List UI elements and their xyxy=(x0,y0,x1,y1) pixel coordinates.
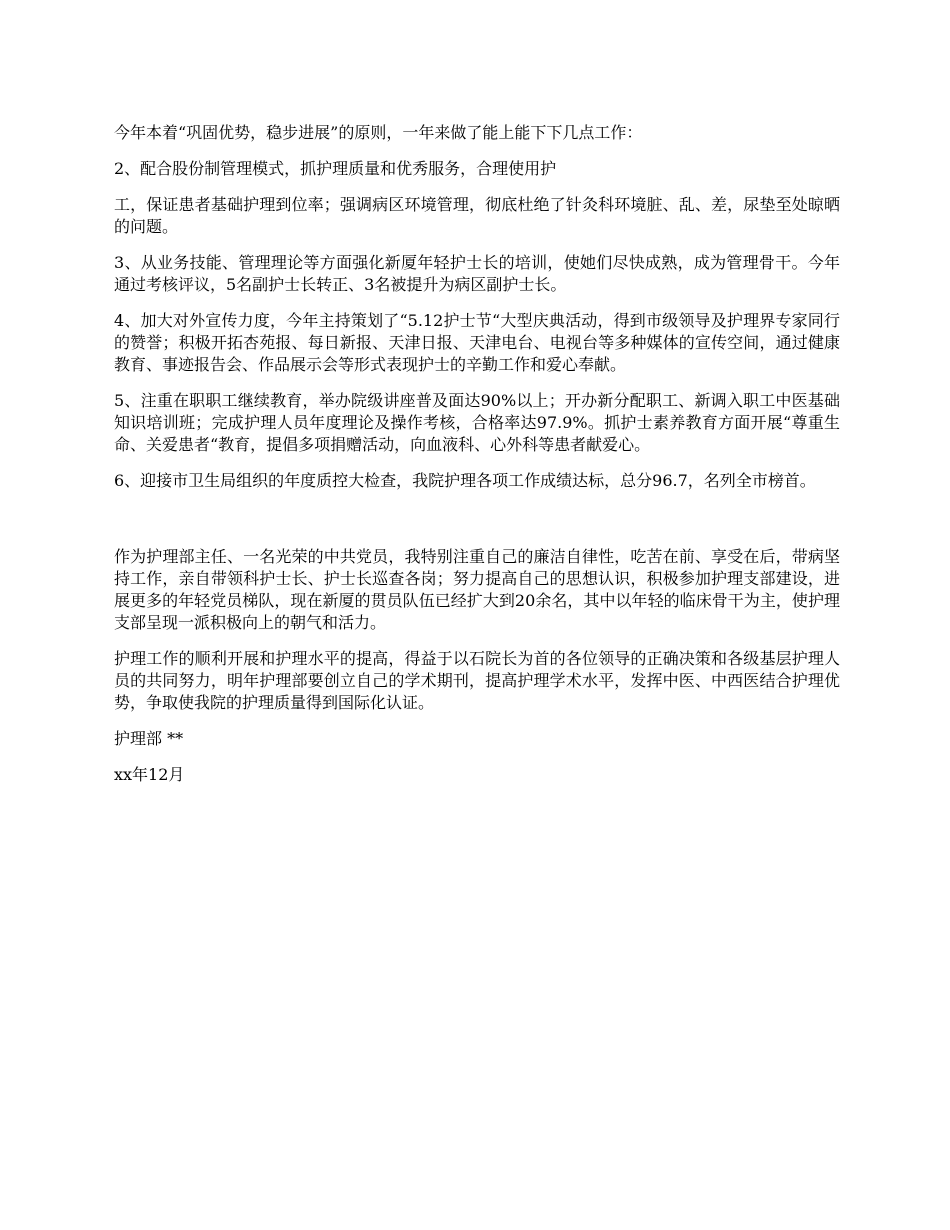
paragraph-party-work: 作为护理部主任、一名光荣的中共党员，我特别注重自己的廉洁自律性，吃苦在前、享受在后，带病坚持工作，亲自带领科护士长、护士长巡查各岗；努力提高自己的思想认识，积极参加护理支部建设，进展更多的年轻党员梯队，现在新厦的贯员队伍已经扩大到20余名，其中以年轻的临床骨干为主，使护理支部呈现一派积极向上的朝气和活力。 xyxy=(114,547,840,632)
paragraph-intro: 今年本着“巩固优势，稳步进展”的原则，一年来做了能上能下下几点工作： xyxy=(114,123,643,142)
signature-department: 护理部 ** xyxy=(114,729,184,748)
paragraph-item-2-continued: 工，保证患者基础护理到位率；强调病区环境管理，彻底杜绝了针灸科环境脏、乱、差，尿垫至处晾晒的问题。 xyxy=(114,195,840,236)
paragraph-item-2: 2、配合股份制管理模式，抓护理质量和优秀服务，合理使用护 xyxy=(114,159,557,178)
paragraph-item-3: 3、从业务技能、管理理论等方面强化新厦年轻护士长的培训，使她们尽快成熟，成为管理骨干。今年通过考核评议，5名副护士长转正、3名被提升为病区副护士长。 xyxy=(114,253,840,294)
paragraph-next-year: 护理工作的顺利开展和护理水平的提高，得益于以石院长为首的各位领导的正确决策和各级基层护理人员的共同努力，明年护理部要创立自己的学术期刊，提高护理学术水平，发挥中医、中西医结合护理优势，争取使我院的护理质量得到国际化认证。 xyxy=(114,649,840,712)
paragraph-item-4: 4、加大对外宣传力度，今年主持策划了“5.12护士节“大型庆典活动，得到市级领导及护理界专家同行的赞誉；积极开拓杏苑报、每日新报、天津日报、天津电台、电视台等多种媒体的宣传空间，通过健康教育、事迹报告会、作品展示会等形式表现护士的辛勤工作和爱心奉献。 xyxy=(114,311,840,374)
section-gap xyxy=(114,506,840,546)
signature-date: xx年12月 xyxy=(114,765,185,784)
paragraph-item-6: 6、迎接市卫生局组织的年度质控大检查，我院护理各项工作成绩达标，总分96.7，名列全市榜首。 xyxy=(114,471,816,490)
document-body xyxy=(114,122,840,800)
paragraph-item-5: 5、注重在职职工继续教育，举办院级讲座普及面达90%以上；开办新分配职工、新调入职工中医基础知识培训班；完成护理人员年度理论及操作考核，合格率达97.9%。抓护士素养教育方面开展“尊重生命、关爱患者“教育，提倡多项捐赠活动，向血液科、心外科等患者献爱心。 xyxy=(114,391,840,454)
